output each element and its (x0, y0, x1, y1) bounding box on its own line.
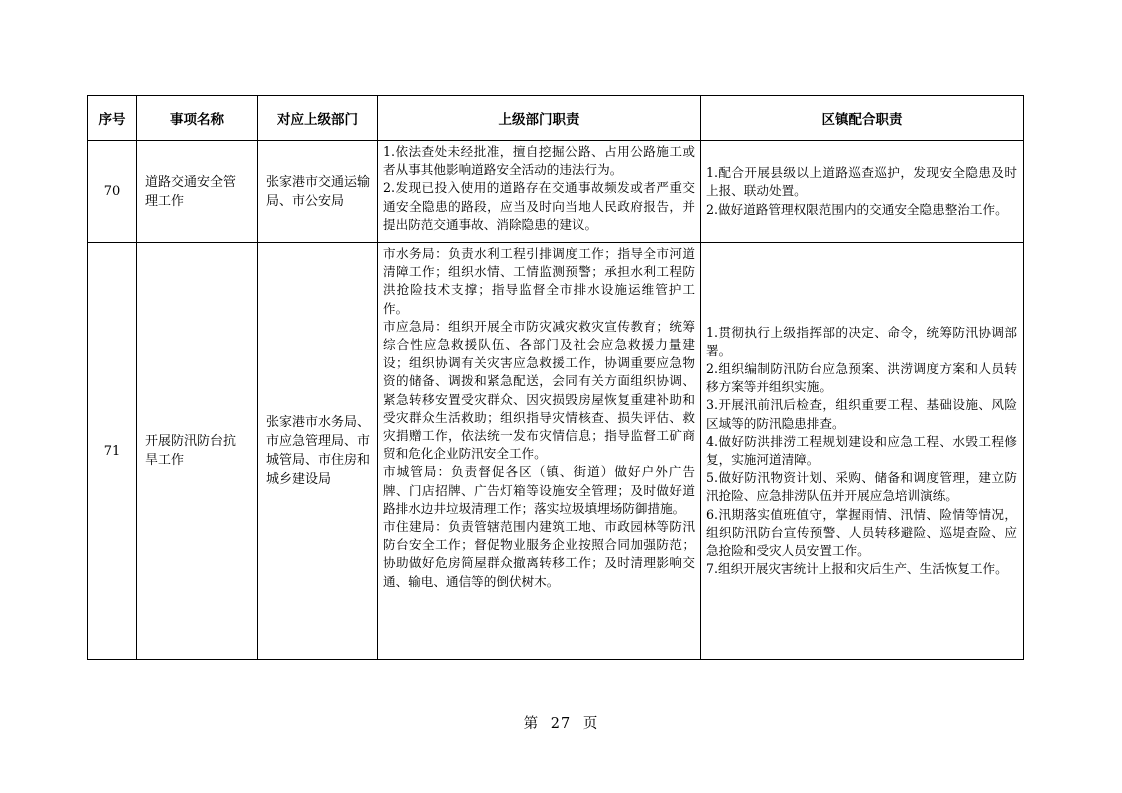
header-upper-duties: 上级部门职责 (378, 96, 701, 141)
upper-duty-item: 市应急局：组织开展全市防灾减灾救灾宣传教育；统筹综合性应急救援队伍、各部门及社会应急救援力量建设；组织协调有关灾害应急救援工作，协调重要应急物资的储备、调拨和紧急配送，会同有关方面组织协调、紧急转移安置受灾群众、因灾损毁房屋恢复重建补助和受灾群众生活救助；组织指导灾情核查、损失评估、救灾捐赠工作，依法统一发布灾情信息；指导监督工矿商贸和危化企业防汛安全工作。 (383, 318, 695, 462)
row-number: 71 (88, 243, 137, 660)
upper-duty-item: 市城管局：负责督促各区（镇、街道）做好户外广告牌、门店招牌、广告灯箱等设施安全管理；及时做好道路排水边井垃圾清理工作；落实垃圾填埋场防御措施。 (383, 464, 695, 516)
table-row (88, 243, 1024, 660)
header-item-name: 事项名称 (137, 96, 258, 141)
local-duty-item: 3.开展汛前汛后检查，组织重要工程、基础设施、风险区域等的防汛隐患排查。 (706, 397, 1017, 431)
upper-department: 张家港市交通运输局、市公安局 (258, 141, 378, 243)
upper-duties (378, 243, 701, 660)
local-duties (701, 141, 1024, 243)
upper-duty-item: 市住建局：负责管辖范围内建筑工地、市政园林等防汛防台安全工作；督促物业服务企业按照合同加强防范；协助做好危房简屋群众撤离转移工作；及时清理影响交通、输电、通信等的倒伏树木。 (383, 519, 695, 589)
local-duty-item: 1.贯彻执行上级指挥部的决定、命令，统筹防汛协调部署。 (706, 324, 1017, 358)
upper-duty-item: 市水务局：负责水利工程引排调度工作；指导全市河道清障工作；组织水情、工情监测预警；承担水利工程防洪抢险技术支撑；指导监督全市排水设施运维管护工作。 (383, 246, 695, 316)
local-duties (701, 243, 1024, 660)
page-number: 27 (550, 716, 572, 732)
local-duty-item: 5.做好防汛物资计划、采购、储备和调度管理，建立防汛抢险、应急排涝队伍并开展应急培训演练。 (706, 470, 1017, 504)
local-duty-item: 4.做好防洪排涝工程规划建设和应急工程、水毁工程修复，实施河道清障。 (706, 433, 1017, 467)
item-name: 道路交通安全管理工作 (137, 141, 258, 243)
table-row (88, 141, 1024, 243)
upper-duty-item: 2.发现已投入使用的道路存在交通事故频发或者严重交通安全隐患的路段，应当及时向当地人民政府报告，并提出防范交通事故、消除隐患的建议。 (383, 180, 695, 232)
row-number: 70 (88, 141, 137, 243)
header-upper-dept: 对应上级部门 (258, 96, 378, 141)
upper-duties (378, 141, 701, 243)
local-duty-item: 7.组织开展灾害统计上报和灾后生产、生活恢复工作。 (706, 561, 1008, 577)
table-header-row (88, 96, 1024, 141)
page-label-prefix: 第 (523, 716, 540, 732)
page-footer (0, 712, 1122, 733)
upper-department: 张家港市水务局、市应急管理局、市城管局、市住房和城乡建设局 (258, 243, 378, 660)
header-local-duties: 区镇配合职责 (701, 96, 1024, 141)
local-duty-item: 2.做好道路管理权限范围内的交通安全隐患整治工作。 (706, 201, 1008, 217)
local-duty-item: 6.汛期落实值班值守，掌握雨情、汛情、险情等情况，组织防汛防台宣传预警、人员转移避险、巡堤查险、应急抢险和受灾人员安置工作。 (706, 506, 1017, 559)
item-name: 开展防汛防台抗旱工作 (137, 243, 258, 660)
local-duty-item: 2.组织编制防汛防台应急预案、洪涝调度方案和人员转移方案等并组织实施。 (706, 360, 1017, 395)
header-no: 序号 (88, 96, 137, 141)
duty-table (87, 95, 1024, 660)
local-duty-item: 1.配合开展县级以上道路巡查巡护，发现安全隐患及时上报、联动处置。 (706, 165, 1017, 199)
page-label-suffix: 页 (582, 716, 599, 732)
upper-duty-item: 1.依法查处未经批准，擅自挖掘公路、占用公路施工或者从事其他影响道路安全活动的违法行为。 (383, 144, 695, 178)
